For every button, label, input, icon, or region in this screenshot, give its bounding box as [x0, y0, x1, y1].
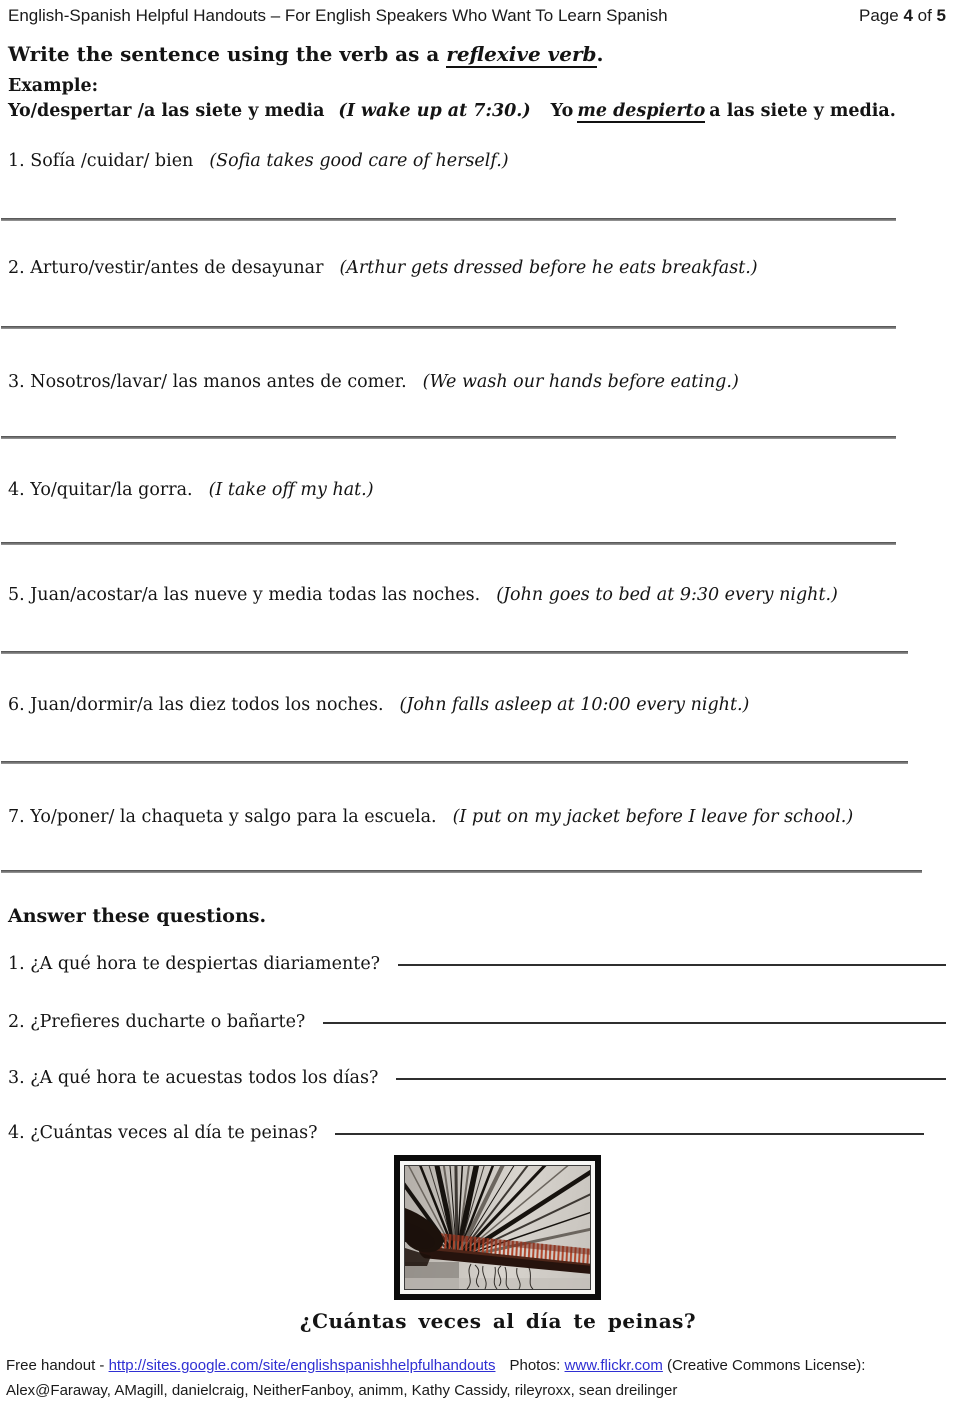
exercise-number: 5.: [8, 585, 25, 605]
answer-blank-line: [1, 870, 922, 873]
exercise-spanish: Nosotros/lavar/ las manos antes de comer.: [30, 372, 407, 392]
page-indicator: Page 4 of 5: [859, 6, 946, 25]
exercise-item-3: [8, 370, 952, 439]
footer-credits-line: Alex@Faraway, AMagill, danielcraig, NeitherFanboy, animm, Kathy Cassidy, rileyroxx, sean dreilinger: [6, 1382, 678, 1399]
question-item-2: [8, 1012, 946, 1032]
exercise-spanish: Yo/quitar/la gorra.: [30, 480, 193, 500]
exercise-spanish: Sofía /cuidar/ bien: [30, 151, 194, 171]
exercise-spanish: Juan/acostar/a las nueve y media todas las noches.: [30, 585, 481, 605]
exercise-english: (John goes to bed at 9:30 every night.): [496, 585, 838, 605]
exercise-english: (I take off my hat.): [208, 480, 374, 500]
page-footer: [6, 1353, 952, 1401]
question-number: 4.: [8, 1123, 31, 1143]
example-spanish: Yo/despertar /a las siete y media: [8, 101, 325, 121]
answer-blank-line: [1, 542, 896, 545]
example-english: (I wake up at 7:30.): [338, 101, 531, 121]
answer-blank-line: [1, 651, 908, 654]
question-text: ¿A qué hora te acuestas todos los días?: [30, 1068, 384, 1088]
exercise-english: (I put on my jacket before I leave for school.): [452, 807, 854, 827]
example-answer-underlined: me despierto: [577, 101, 706, 121]
exercise-spanish: Arturo/vestir/antes de desayunar: [30, 258, 324, 278]
answer-blank-line: [1, 218, 896, 221]
answer-blank-line: [398, 964, 946, 966]
exercise-english: (Sofia takes good care of herself.): [209, 151, 509, 171]
question-item-3: [8, 1068, 946, 1088]
answer-blank-line: [1, 436, 896, 439]
answer-blank-line: [335, 1133, 924, 1135]
question-text: ¿A qué hora te despiertas diariamente?: [30, 954, 386, 974]
example-label: Example:: [8, 76, 99, 96]
footer-source-line: Free handout - http://sites.google.com/site/englishspanishhelpfulhandouts Photos: www.flickr.com (Creative Commons License):: [6, 1357, 866, 1374]
question-text: ¿Cuántas veces al día te peinas?: [30, 1123, 324, 1143]
example-answer: Yo me despierto a las siete y media.: [550, 101, 896, 121]
example-sentence: [8, 101, 896, 121]
exercise-spanish: Juan/dormir/a las diez todos los noches.: [30, 695, 384, 715]
exercise-english: (John falls asleep at 10:00 every night.): [399, 695, 750, 715]
exercise-number: 7.: [8, 807, 25, 827]
question-number: 1.: [8, 954, 31, 974]
exercise-item-7: [8, 805, 952, 873]
answer-blank-line: [323, 1022, 946, 1024]
question-item-4: [8, 1123, 946, 1143]
handouts-site-link[interactable]: http://sites.google.com/site/englishspanishhelpfulhandouts: [108, 1357, 496, 1374]
question-number: 2.: [8, 1012, 31, 1032]
exercise-item-2: [8, 256, 952, 329]
underlined-term: reflexive verb: [446, 42, 597, 66]
exercise-number: 1.: [8, 151, 25, 171]
exercise-item-5: [8, 583, 952, 654]
questions-section-title: Answer these questions.: [8, 905, 267, 927]
section-title-reflexive: Write the sentence using the verb as a reflexive verb.: [8, 42, 604, 66]
exercise-item-4: [8, 478, 952, 545]
question-text: ¿Prefieres ducharte o bañarte?: [30, 1012, 311, 1032]
answer-blank-line: [1, 761, 908, 764]
comb-photo-illustration: [405, 1166, 590, 1289]
exercise-english: (We wash our hands before eating.): [422, 372, 739, 392]
comb-photo-frame: [394, 1155, 601, 1300]
page-header: [8, 6, 946, 26]
answer-blank-line: [1, 326, 896, 329]
document-title: English-Spanish Helpful Handouts – For English Speakers Who Want To Learn Spanish: [8, 6, 668, 25]
exercise-english: (Arthur gets dressed before he eats breakfast.): [339, 258, 758, 278]
exercise-number: 6.: [8, 695, 25, 715]
exercise-number: 2.: [8, 258, 25, 278]
question-item-1: [8, 954, 946, 974]
exercise-item-6: [8, 693, 952, 764]
photo-caption: ¿Cuántas veces al día te peinas?: [299, 1309, 697, 1333]
question-number: 3.: [8, 1068, 31, 1088]
exercise-spanish: Yo/poner/ la chaqueta y salgo para la escuela.: [30, 807, 437, 827]
exercise-number: 4.: [8, 480, 25, 500]
exercise-number: 3.: [8, 372, 25, 392]
answer-blank-line: [396, 1078, 946, 1080]
comb-photo: [404, 1165, 591, 1290]
exercise-item-1: [8, 149, 952, 221]
flickr-link[interactable]: www.flickr.com: [564, 1357, 663, 1374]
